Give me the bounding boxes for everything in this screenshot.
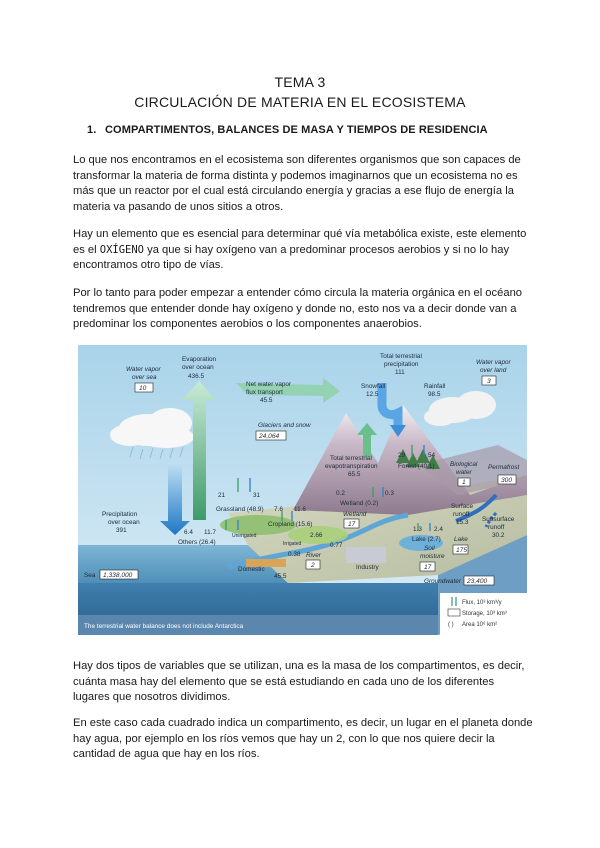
others-down: 11.7 (204, 529, 216, 536)
soil-moisture-value: 17 (424, 564, 432, 571)
paragraph-4: Hay dos tipos de variables que se utilizan, una es la masa de los compartimentos, es decir, cuánta masa hay del elemento que se está estudiando en cada uno de los diferentes lugares que nosotros dividimos. (73, 660, 525, 704)
precip-ocean-value: 391 (116, 527, 127, 534)
section-heading (87, 124, 488, 136)
snowfall-label: Snowfall (361, 383, 386, 390)
biological-water-label-1: Biological (450, 461, 478, 468)
wetland-label: Wetland (0.2) (340, 500, 379, 507)
glaciers-label: Glaciers and snow (258, 422, 311, 429)
irrigated-flux: 2.66 (310, 532, 323, 539)
water-vapor-sea-label-2: over sea (132, 374, 157, 381)
irrigated-label: Irrigated (283, 541, 302, 547)
paragraph-2 (73, 227, 533, 274)
cropland-down: 11.6 (294, 506, 306, 513)
groundwater-value: 23,400 (467, 578, 488, 585)
legend-storage: Storage, 10³ km³ (462, 611, 507, 617)
domestic-label: Domestic (238, 566, 265, 573)
evapotranspiration-label-2: evapotranspiration (325, 463, 378, 470)
water-vapor-sea-value: 10 (139, 385, 147, 392)
domestic-value: 0.38 (288, 551, 301, 558)
biological-water-label-2: water (456, 469, 472, 476)
legend-storage-icon (448, 609, 460, 616)
industry-buildings (346, 547, 386, 563)
grassland-label: Grassland (48.9) (216, 506, 264, 513)
river-label: River (306, 552, 321, 559)
water-cycle-figure (78, 345, 527, 635)
evaporation-label-2: over ocean (182, 364, 214, 371)
sea-label: Sea (84, 572, 96, 579)
paragraph-2-after: ya que si hay oxígeno van a predominar procesos aerobios y si no lo hay encontramos otro tipo de vías. (73, 243, 510, 272)
net-vapor-label-1: Net water vapor (246, 381, 292, 388)
evaporation-value: 436.5 (188, 373, 204, 380)
grassland-up: 21 (218, 492, 226, 499)
others-up: 6.4 (184, 529, 193, 536)
page-title: TEMA 3 (274, 74, 326, 90)
water-vapor-land-label-1: Water vapor (476, 359, 511, 366)
biological-water-value: 1 (462, 479, 466, 486)
wetland-box-label: Wetland (343, 511, 367, 518)
industry-value: 0.77 (330, 542, 343, 549)
lake-box-label: Lake (454, 536, 468, 543)
snowfall-value: 12.5 (366, 391, 379, 398)
water-cycle-diagram (78, 345, 527, 635)
cropland-up: 7.6 (274, 506, 283, 513)
surface-runoff-label-1: Surface (451, 503, 474, 510)
total-precip-label-2: precipitation (384, 361, 419, 368)
figure-footnote: The terrestrial water balance does not include Antarctica (84, 623, 244, 630)
permafrost-value: 300 (501, 477, 513, 484)
paragraph-3: Por lo tanto para poder empezar a entender cómo circula la materia orgánica en el océano tendremos que entender donde hay oxígeno y donde no, esto nos va a decir donde van a predominar los componentes aerobios o los componentes anaerobios. (73, 287, 523, 331)
soil-moisture-label-1: Soil (424, 545, 435, 552)
river-value: 2 (311, 562, 315, 569)
cropland-label: Cropland (15.6) (268, 521, 313, 528)
section-number: 1. (87, 124, 97, 136)
lake-value: 175 (456, 547, 468, 554)
legend-flux: Flux, 10³ km³/y (462, 600, 502, 606)
evapotranspiration-value: 65.5 (348, 471, 361, 478)
industry-label: Industry (356, 564, 379, 571)
lake-up: 1.3 (413, 526, 422, 533)
legend-area: Area 10⁶ km² (462, 622, 498, 628)
section-heading-text: COMPARTIMENTOS, BALANCES DE MASA Y TIEMPOS DE RESIDENCIA (105, 124, 488, 136)
precip-ocean-label-1: Precipitation (102, 511, 138, 518)
forest-up: 29 (398, 452, 406, 459)
page-subtitle: CIRCULACIÓN DE MATERIA EN EL ECOSISTEMA (134, 94, 466, 110)
paragraph-5: En este caso cada cuadrado indica un compartimento, es decir, un lugar en el planeta donde hay agua, por ejemplo en los ríos vemos que hay un 2, con lo que nos quiere decir la cantidad de agua que hay en los ríos. (73, 717, 533, 761)
others-label: Others (26.4) (178, 539, 216, 546)
soil-moisture-label-2: moisture (420, 553, 445, 560)
forest-label: Forest (40.1) (398, 463, 435, 470)
surface-runoff-label-2: runoff (453, 511, 470, 518)
water-vapor-land-value: 3 (487, 378, 491, 385)
sea-value: 1,338,000 (103, 572, 133, 579)
paragraph-1: Lo que nos encontramos en el ecosistema son diferentes organismos que son capaces de transformar la materia de forma distinta y podemos imaginarnos que un ecosistema no es más que un reactor por el cual está circulando energía y gracias a ese flujo de energía la materia va pasando de unos sitios a otros. (73, 154, 521, 213)
total-precip-value: 111 (395, 369, 405, 376)
subsurface-runoff-value: 30.2 (492, 532, 505, 539)
subsurface-runoff-label-1: Subsurface (482, 516, 515, 523)
glaciers-value: 24,064 (259, 433, 280, 440)
grassland-down: 31 (253, 492, 261, 499)
permafrost-label: Permafrost (488, 464, 520, 471)
precip-ocean-label-2: over ocean (108, 519, 140, 526)
lake-down: 2.4 (434, 526, 443, 533)
forest-down: 54 (428, 452, 436, 459)
oxygen-term: OXÍGENO (99, 243, 145, 256)
evapotranspiration-label-1: Total terrestrial (330, 455, 372, 462)
legend-area-parens-icon: ( ) (448, 622, 454, 628)
wetland-up: 0.2 (336, 490, 345, 497)
river-outflow-value: 45.5 (274, 573, 287, 580)
water-vapor-land-label-2: over land (480, 367, 507, 374)
surface-runoff-value: 15.3 (456, 519, 469, 526)
paragraph-2-before: Hay un elemento que es esencial para determinar qué vía metabólica existe, este elemento es el (73, 228, 527, 256)
unirrigated-label: Unirrigated (232, 533, 257, 539)
rainfall-label: Rainfall (424, 383, 446, 390)
lake-label: Lake (2.7) (412, 536, 441, 543)
water-vapor-sea-label-1: Water vapor (126, 366, 161, 373)
rainfall-value: 98.5 (428, 391, 441, 398)
wetland-down: 0.3 (385, 490, 394, 497)
net-vapor-value: 45.5 (260, 397, 273, 404)
net-vapor-label-2: flux transport (246, 389, 283, 396)
total-precip-label-1: Total terrestrial (380, 353, 422, 360)
wetland-value: 17 (348, 521, 356, 528)
subsurface-runoff-label-2: runoff (488, 524, 505, 531)
figure-legend (440, 593, 527, 635)
evaporation-label-1: Evaporation (182, 356, 217, 363)
groundwater-label: Groundwater (424, 578, 461, 585)
